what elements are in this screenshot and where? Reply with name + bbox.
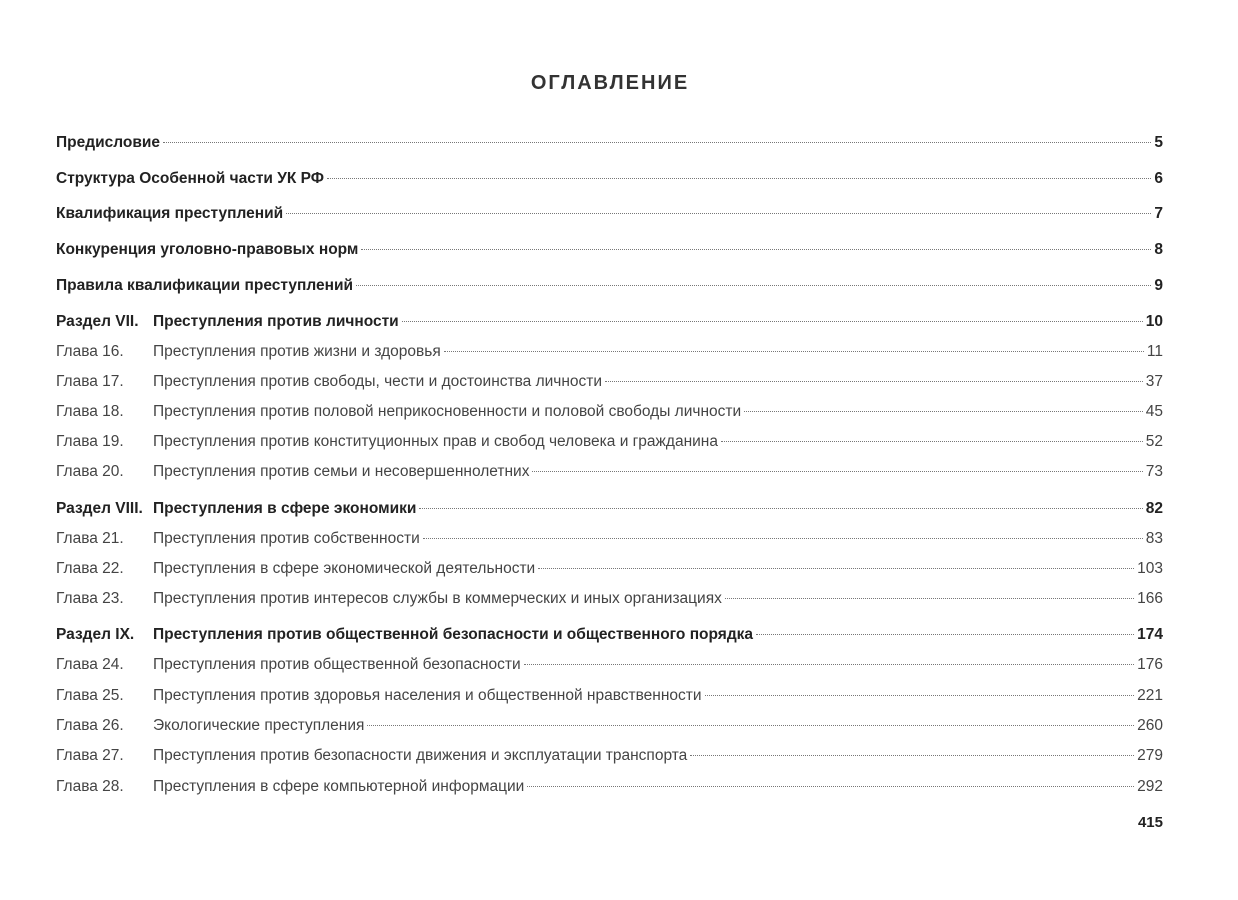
toc-entry-label: Предисловие <box>56 134 161 151</box>
toc-entry-page: 10 <box>1145 313 1163 330</box>
toc-entry <box>56 654 1163 676</box>
toc-entry-label: Преступления против общественной безопасности и общественного порядка <box>153 626 754 643</box>
toc-entry-page: 174 <box>1137 626 1163 643</box>
toc-entry-label: Преступления против половой неприкосновенности и половой свободы личности <box>153 403 742 420</box>
toc-entry-prefix: Глава 19. <box>56 433 124 450</box>
toc-entry <box>56 401 1163 423</box>
toc-entry-label: Квалификация преступлений <box>56 205 284 222</box>
toc-entry-page: 166 <box>1137 590 1163 607</box>
toc-entry <box>56 341 1163 363</box>
dot-leader <box>524 664 1134 665</box>
toc-entry <box>56 624 1163 646</box>
toc-entry-label: Преступления в сфере экономики <box>153 500 417 517</box>
toc-entry-prefix: Глава 20. <box>56 463 124 480</box>
dot-leader <box>419 508 1142 509</box>
dot-leader <box>327 178 1151 179</box>
toc-entry-label: Преступления в сфере экономической деятельности <box>153 560 536 577</box>
toc-entry <box>56 776 1163 798</box>
toc-entry-prefix: Глава 25. <box>56 687 124 704</box>
toc-entry <box>56 371 1163 393</box>
toc-entry <box>56 558 1163 580</box>
toc-entry-label: Преступления против семьи и несовершеннолетних <box>153 463 530 480</box>
toc-entry <box>56 715 1163 737</box>
toc-entry <box>56 203 1163 225</box>
dot-leader <box>690 755 1134 756</box>
toc-entry-prefix: Глава 28. <box>56 778 124 795</box>
toc-entry-page: 292 <box>1137 778 1163 795</box>
toc-entry <box>56 239 1163 261</box>
toc-entry-prefix: Раздел VII. <box>56 313 139 330</box>
dot-leader <box>361 249 1151 250</box>
toc-entry <box>56 528 1163 550</box>
toc-entry-page: 5 <box>1154 134 1163 151</box>
toc-entry-prefix: Глава 16. <box>56 343 124 360</box>
toc-entry-prefix: Раздел IX. <box>56 626 135 643</box>
toc-entry <box>56 685 1163 707</box>
toc-entry-prefix: Глава 23. <box>56 590 124 607</box>
page-title: ОГЛАВЛЕНИЕ <box>530 72 690 94</box>
toc-entry-page: 83 <box>1145 530 1163 547</box>
dot-leader <box>721 441 1143 442</box>
toc-entry-page: 9 <box>1154 277 1163 294</box>
toc-entry-label: Структура Особенной части УК РФ <box>56 170 325 187</box>
toc-entry <box>56 431 1163 453</box>
dot-leader <box>538 568 1134 569</box>
toc-entry-label: Преступления против личности <box>153 313 399 330</box>
toc-entry-page: 7 <box>1154 205 1163 222</box>
toc-entry-page: 221 <box>1137 687 1163 704</box>
toc-entry-label: Преступления против здоровья населения и общественной нравственности <box>153 687 702 704</box>
dot-leader <box>402 321 1143 322</box>
dot-leader <box>725 598 1134 599</box>
toc-entry-label: Преступления против интересов службы в коммерческих и иных организациях <box>153 590 722 607</box>
dot-leader <box>444 351 1144 352</box>
dot-leader <box>367 725 1134 726</box>
toc-entry-page: 279 <box>1137 747 1163 764</box>
toc-entry-prefix: Глава 26. <box>56 717 124 734</box>
toc-entry <box>56 132 1163 154</box>
toc-entry <box>56 498 1163 520</box>
dot-leader <box>527 786 1134 787</box>
dot-leader <box>356 285 1151 286</box>
toc-entry-label: Конкуренция уголовно-правовых норм <box>56 241 359 258</box>
toc-entry-page: 52 <box>1145 433 1163 450</box>
toc-entry-page: 176 <box>1137 656 1163 673</box>
toc-entry-page: 8 <box>1154 241 1163 258</box>
toc-entry-page: 103 <box>1137 560 1163 577</box>
toc-entry <box>56 588 1163 610</box>
dot-leader <box>605 381 1143 382</box>
toc-entry-prefix: Глава 22. <box>56 560 124 577</box>
toc-entry-prefix: Глава 17. <box>56 373 124 390</box>
dot-leader <box>532 471 1142 472</box>
dot-leader <box>744 411 1143 412</box>
toc-entry <box>56 168 1163 190</box>
dot-leader <box>163 142 1151 143</box>
toc-entry <box>56 745 1163 767</box>
toc-entry-label: Экологические преступления <box>153 717 365 734</box>
toc-entry-prefix: Глава 24. <box>56 656 124 673</box>
page-number: 415 <box>1137 814 1163 831</box>
toc-entry-label: Преступления против собственности <box>153 530 420 547</box>
toc-entry-label: Преступления против конституционных прав и свобод человека и гражданина <box>153 433 718 450</box>
toc-entry-page: 260 <box>1137 717 1163 734</box>
toc-entry <box>56 311 1163 333</box>
toc-entry-label: Преступления против общественной безопасности <box>153 656 521 673</box>
toc-entry-label: Преступления против свободы, чести и достоинства личности <box>153 373 603 390</box>
toc-entry <box>56 275 1163 297</box>
toc-entry-page: 73 <box>1145 463 1163 480</box>
toc-entry-page: 37 <box>1145 373 1163 390</box>
toc-entry-prefix: Раздел VIII. <box>56 500 143 517</box>
toc-entry-label: Преступления против жизни и здоровья <box>153 343 441 360</box>
toc-entry-page: 82 <box>1145 500 1163 517</box>
dot-leader <box>756 634 1134 635</box>
toc-entry-label: Правила квалификации преступлений <box>56 277 354 294</box>
toc-entry-page: 11 <box>1146 343 1163 360</box>
toc-entry-page: 6 <box>1154 170 1163 187</box>
toc-entry-prefix: Глава 27. <box>56 747 124 764</box>
toc-entry <box>56 461 1163 483</box>
toc-entry-prefix: Глава 18. <box>56 403 124 420</box>
toc-entry-page: 45 <box>1145 403 1163 420</box>
toc-entry-prefix: Глава 21. <box>56 530 124 547</box>
dot-leader <box>286 213 1151 214</box>
toc-entry-label: Преступления против безопасности движения и эксплуатации транспорта <box>153 747 688 764</box>
toc-entry-label: Преступления в сфере компьютерной информации <box>153 778 525 795</box>
dot-leader <box>705 695 1135 696</box>
dot-leader <box>423 538 1143 539</box>
